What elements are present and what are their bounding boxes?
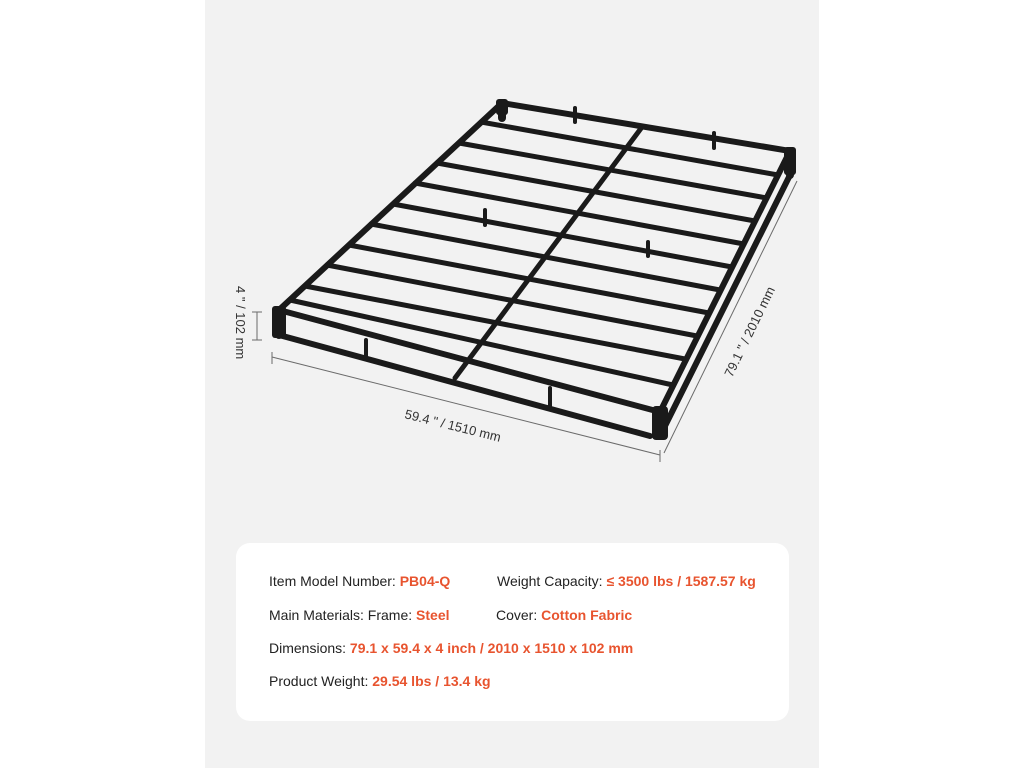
model-number-label: Item Model Number: (269, 573, 396, 589)
product-weight-label: Product Weight: (269, 673, 369, 689)
width-dimension-label: 59.4 " / 1510 mm (403, 406, 503, 445)
weight-capacity-value: ≤ 3500 lbs / 1587.57 kg (606, 573, 756, 589)
model-number-row (269, 573, 450, 589)
dimensions-label: Dimensions: (269, 640, 347, 656)
main-materials-row (269, 607, 450, 623)
dimensions-row (269, 640, 633, 656)
main-materials-value: Steel (416, 607, 450, 623)
height-dimension-label: 4 " / 102 mm (233, 286, 248, 360)
main-materials-label: Main Materials: Frame: (269, 607, 413, 623)
weight-capacity-row (497, 573, 756, 589)
cover-row (496, 607, 632, 623)
bed-frame-illustration (205, 0, 819, 520)
model-number-value: PB04-Q (399, 573, 451, 589)
cover-label: Cover: (496, 607, 538, 623)
product-weight-value: 29.54 lbs / 13.4 kg (372, 673, 491, 689)
product-weight-row (269, 673, 491, 689)
weight-capacity-label: Weight Capacity: (497, 573, 603, 589)
cover-value: Cotton Fabric (541, 607, 633, 623)
dimensions-value: 79.1 x 59.4 x 4 inch / 2010 x 1510 x 102 mm (349, 640, 634, 656)
bed-frame (279, 103, 790, 436)
specifications-card (236, 543, 789, 721)
length-dimension-label: 79.1 " / 2010 mm (721, 284, 778, 380)
